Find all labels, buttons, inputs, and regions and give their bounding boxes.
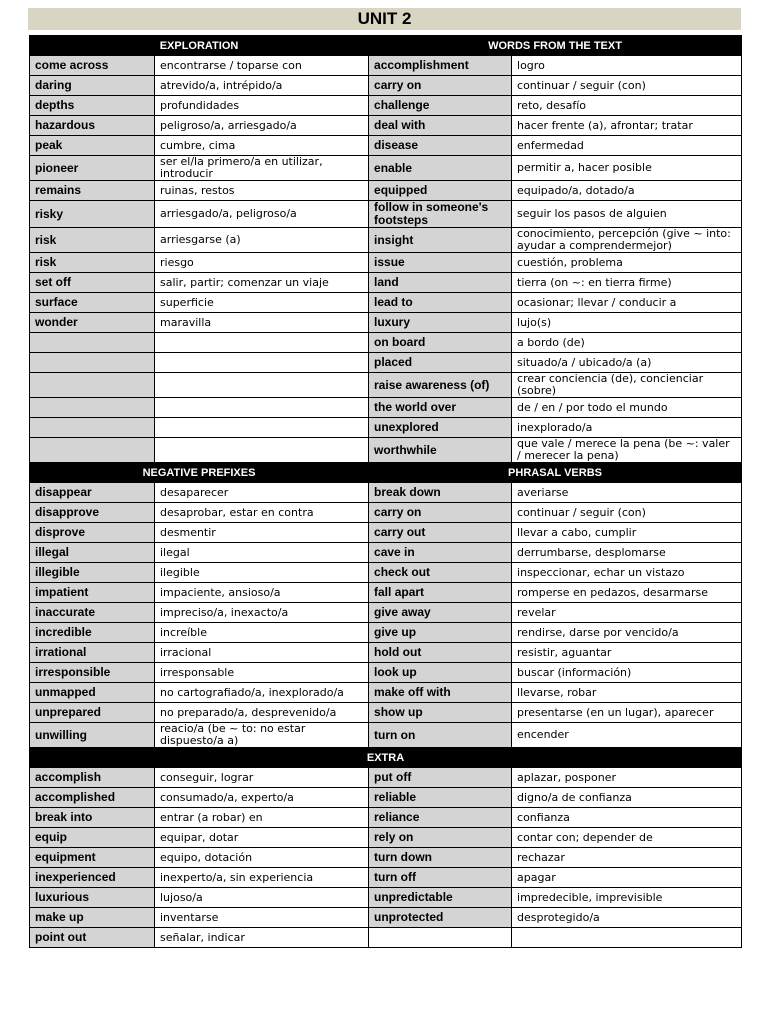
table-row <box>30 623 742 643</box>
spanish-translation: llevar a cabo, cumplir <box>512 523 742 543</box>
spanish-translation: permitir a, hacer posible <box>512 156 742 181</box>
spanish-translation: resistir, aguantar <box>512 643 742 663</box>
section-header-negative-prefixes: NEGATIVE PREFIXES <box>30 463 369 483</box>
spanish-translation: superficie <box>155 293 369 313</box>
spanish-translation: inspeccionar, echar un vistazo <box>512 563 742 583</box>
english-term: turn down <box>369 848 512 868</box>
english-term: fall apart <box>369 583 512 603</box>
english-term: deal with <box>369 116 512 136</box>
spanish-translation: desaparecer <box>155 483 369 503</box>
table-row <box>30 603 742 623</box>
english-term: the world over <box>369 398 512 418</box>
english-term: unprotected <box>369 908 512 928</box>
spanish-translation: enfermedad <box>512 136 742 156</box>
english-term: carry out <box>369 523 512 543</box>
table-row <box>30 523 742 543</box>
spanish-translation: confianza <box>512 808 742 828</box>
english-term: irresponsible <box>30 663 155 683</box>
english-term: lead to <box>369 293 512 313</box>
english-term: daring <box>30 76 155 96</box>
spanish-translation: conocimiento, percepción (give ~ into: ayudar a comprendermejor) <box>512 228 742 253</box>
table-row <box>30 543 742 563</box>
spanish-translation: rechazar <box>512 848 742 868</box>
english-term: follow in someone's footsteps <box>369 201 512 228</box>
english-term: carry on <box>369 503 512 523</box>
english-term: make off with <box>369 683 512 703</box>
spanish-translation <box>155 398 369 418</box>
english-term <box>30 438 155 463</box>
section-header-phrasal-verbs: PHRASAL VERBS <box>369 463 742 483</box>
english-term: disapprove <box>30 503 155 523</box>
english-term: impatient <box>30 583 155 603</box>
spanish-translation: arriesgado/a, peligroso/a <box>155 201 369 228</box>
english-term: accomplishment <box>369 56 512 76</box>
spanish-translation: ilegible <box>155 563 369 583</box>
spanish-translation: señalar, indicar <box>155 928 369 948</box>
english-term: illegal <box>30 543 155 563</box>
spanish-translation: conseguir, lograr <box>155 768 369 788</box>
english-term: disease <box>369 136 512 156</box>
spanish-translation: maravilla <box>155 313 369 333</box>
spanish-translation: llevarse, robar <box>512 683 742 703</box>
spanish-translation: ruinas, restos <box>155 181 369 201</box>
english-term: risk <box>30 253 155 273</box>
english-term: unpredictable <box>369 888 512 908</box>
spanish-translation: impaciente, ansioso/a <box>155 583 369 603</box>
english-term: issue <box>369 253 512 273</box>
spanish-translation: logro <box>512 56 742 76</box>
page-title: UNIT 2 <box>28 8 741 30</box>
spanish-translation: a bordo (de) <box>512 333 742 353</box>
table-row <box>30 583 742 603</box>
english-term: break into <box>30 808 155 828</box>
spanish-translation: equipar, dotar <box>155 828 369 848</box>
spanish-translation: salir, partir; comenzar un viaje <box>155 273 369 293</box>
spanish-translation: encender <box>512 723 742 748</box>
english-term: look up <box>369 663 512 683</box>
spanish-translation <box>155 418 369 438</box>
spanish-translation: no preparado/a, desprevenido/a <box>155 703 369 723</box>
english-term: turn off <box>369 868 512 888</box>
table-row <box>30 888 742 908</box>
vocabulary-table <box>29 35 742 948</box>
spanish-translation: digno/a de confianza <box>512 788 742 808</box>
table-row <box>30 438 742 463</box>
spanish-translation: profundidades <box>155 96 369 116</box>
spanish-translation: desaprobar, estar en contra <box>155 503 369 523</box>
english-term: accomplished <box>30 788 155 808</box>
spanish-translation: lujo(s) <box>512 313 742 333</box>
table-row <box>30 828 742 848</box>
table-row <box>30 333 742 353</box>
spanish-translation: romperse en pedazos, desarmarse <box>512 583 742 603</box>
spanish-translation <box>155 438 369 463</box>
english-term: worthwhile <box>369 438 512 463</box>
english-term: disappear <box>30 483 155 503</box>
english-term: wonder <box>30 313 155 333</box>
english-term: accomplish <box>30 768 155 788</box>
english-term: depths <box>30 96 155 116</box>
spanish-translation: reacio/a (be ~ to: no estar dispuesto/a a) <box>155 723 369 748</box>
table-row <box>30 201 742 228</box>
table-row <box>30 398 742 418</box>
english-term: placed <box>369 353 512 373</box>
table-row <box>30 353 742 373</box>
spanish-translation <box>512 928 742 948</box>
table-row <box>30 418 742 438</box>
spanish-translation: ocasionar; llevar / conducir a <box>512 293 742 313</box>
english-term: illegible <box>30 563 155 583</box>
english-term: show up <box>369 703 512 723</box>
english-term: come across <box>30 56 155 76</box>
table-row <box>30 928 742 948</box>
english-term: give away <box>369 603 512 623</box>
english-term: set off <box>30 273 155 293</box>
spanish-translation <box>155 353 369 373</box>
english-term: hold out <box>369 643 512 663</box>
table-row <box>30 313 742 333</box>
spanish-translation: increíble <box>155 623 369 643</box>
english-term: turn on <box>369 723 512 748</box>
english-term: unexplored <box>369 418 512 438</box>
spanish-translation: hacer frente (a), afrontar; tratar <box>512 116 742 136</box>
spanish-translation: irresponsable <box>155 663 369 683</box>
spanish-translation: arriesgarse (a) <box>155 228 369 253</box>
english-term: remains <box>30 181 155 201</box>
spanish-translation: continuar / seguir (con) <box>512 503 742 523</box>
spanish-translation: entrar (a robar) en <box>155 808 369 828</box>
table-row <box>30 373 742 398</box>
table-row <box>30 683 742 703</box>
spanish-translation: presentarse (en un lugar), aparecer <box>512 703 742 723</box>
english-term: risk <box>30 228 155 253</box>
spanish-translation: desprotegido/a <box>512 908 742 928</box>
table-row <box>30 808 742 828</box>
spanish-translation: atrevido/a, intrépido/a <box>155 76 369 96</box>
english-term: give up <box>369 623 512 643</box>
english-term: insight <box>369 228 512 253</box>
english-term: check out <box>369 563 512 583</box>
table-row <box>30 868 742 888</box>
spanish-translation: revelar <box>512 603 742 623</box>
spanish-translation <box>155 333 369 353</box>
english-term <box>369 928 512 948</box>
table-row <box>30 136 742 156</box>
table-row <box>30 96 742 116</box>
spanish-translation: crear conciencia (de), concienciar (sobre) <box>512 373 742 398</box>
table-row <box>30 643 742 663</box>
spanish-translation: consumado/a, experto/a <box>155 788 369 808</box>
spanish-translation: peligroso/a, arriesgado/a <box>155 116 369 136</box>
english-term: unmapped <box>30 683 155 703</box>
english-term: unprepared <box>30 703 155 723</box>
table-row <box>30 293 742 313</box>
english-term <box>30 418 155 438</box>
spanish-translation: irracional <box>155 643 369 663</box>
english-term: break down <box>369 483 512 503</box>
table-row <box>30 663 742 683</box>
spanish-translation: que vale / merece la pena (be ~: valer / merecer la pena) <box>512 438 742 463</box>
spanish-translation: inexperto/a, sin experiencia <box>155 868 369 888</box>
english-term: put off <box>369 768 512 788</box>
english-term: risky <box>30 201 155 228</box>
table-row <box>30 273 742 293</box>
section-header-words-from-text: WORDS FROM THE TEXT <box>369 36 742 56</box>
spanish-translation: rendirse, darse por vencido/a <box>512 623 742 643</box>
table-row <box>30 156 742 181</box>
english-term: rely on <box>369 828 512 848</box>
english-term: disprove <box>30 523 155 543</box>
spanish-translation: impreciso/a, inexacto/a <box>155 603 369 623</box>
english-term <box>30 353 155 373</box>
spanish-translation: apagar <box>512 868 742 888</box>
table-row <box>30 768 742 788</box>
table-row <box>30 56 742 76</box>
table-row <box>30 253 742 273</box>
table-row <box>30 703 742 723</box>
english-term: land <box>369 273 512 293</box>
english-term: peak <box>30 136 155 156</box>
table-row <box>30 503 742 523</box>
english-term: incredible <box>30 623 155 643</box>
spanish-translation: lujoso/a <box>155 888 369 908</box>
english-term <box>30 333 155 353</box>
spanish-translation: situado/a / ubicado/a (a) <box>512 353 742 373</box>
section3-header-row <box>30 748 742 768</box>
spanish-translation: ser el/la primero/a en utilizar, introducir <box>155 156 369 181</box>
spanish-translation: equipado/a, dotado/a <box>512 181 742 201</box>
spanish-translation: riesgo <box>155 253 369 273</box>
table-row <box>30 848 742 868</box>
english-term: equipment <box>30 848 155 868</box>
section-header-extra: EXTRA <box>30 748 742 768</box>
table-row <box>30 228 742 253</box>
section-header-exploration: EXPLORATION <box>30 36 369 56</box>
section2-header-row <box>30 463 742 483</box>
english-term: equip <box>30 828 155 848</box>
table-row <box>30 563 742 583</box>
spanish-translation: contar con; depender de <box>512 828 742 848</box>
spanish-translation: no cartografiado/a, inexplorado/a <box>155 683 369 703</box>
spanish-translation: tierra (on ~: en tierra firme) <box>512 273 742 293</box>
english-term: raise awareness (of) <box>369 373 512 398</box>
english-term: enable <box>369 156 512 181</box>
spanish-translation: continuar / seguir (con) <box>512 76 742 96</box>
english-term: pioneer <box>30 156 155 181</box>
spanish-translation: reto, desafío <box>512 96 742 116</box>
english-term: make up <box>30 908 155 928</box>
spanish-translation: derrumbarse, desplomarse <box>512 543 742 563</box>
spanish-translation: impredecible, imprevisible <box>512 888 742 908</box>
section1-header-row <box>30 36 742 56</box>
spanish-translation: equipo, dotación <box>155 848 369 868</box>
english-term: challenge <box>369 96 512 116</box>
english-term: luxurious <box>30 888 155 908</box>
english-term <box>30 373 155 398</box>
english-term: luxury <box>369 313 512 333</box>
spanish-translation <box>155 373 369 398</box>
table-row <box>30 723 742 748</box>
english-term: point out <box>30 928 155 948</box>
spanish-translation: averiarse <box>512 483 742 503</box>
english-term: surface <box>30 293 155 313</box>
table-row <box>30 76 742 96</box>
english-term: carry on <box>369 76 512 96</box>
table-row <box>30 483 742 503</box>
english-term: equipped <box>369 181 512 201</box>
english-term: reliable <box>369 788 512 808</box>
spanish-translation: de / en / por todo el mundo <box>512 398 742 418</box>
spanish-translation: encontrarse / toparse con <box>155 56 369 76</box>
english-term: inexperienced <box>30 868 155 888</box>
table-row <box>30 788 742 808</box>
english-term: on board <box>369 333 512 353</box>
english-term: reliance <box>369 808 512 828</box>
spanish-translation: seguir los pasos de alguien <box>512 201 742 228</box>
table-row <box>30 908 742 928</box>
english-term: inaccurate <box>30 603 155 623</box>
table-row <box>30 181 742 201</box>
english-term: cave in <box>369 543 512 563</box>
spanish-translation: inexplorado/a <box>512 418 742 438</box>
english-term <box>30 398 155 418</box>
english-term: unwilling <box>30 723 155 748</box>
spanish-translation: buscar (información) <box>512 663 742 683</box>
english-term: hazardous <box>30 116 155 136</box>
table-row <box>30 116 742 136</box>
spanish-translation: cuestión, problema <box>512 253 742 273</box>
spanish-translation: ilegal <box>155 543 369 563</box>
spanish-translation: inventarse <box>155 908 369 928</box>
english-term: irrational <box>30 643 155 663</box>
spanish-translation: aplazar, posponer <box>512 768 742 788</box>
spanish-translation: desmentir <box>155 523 369 543</box>
spanish-translation: cumbre, cima <box>155 136 369 156</box>
